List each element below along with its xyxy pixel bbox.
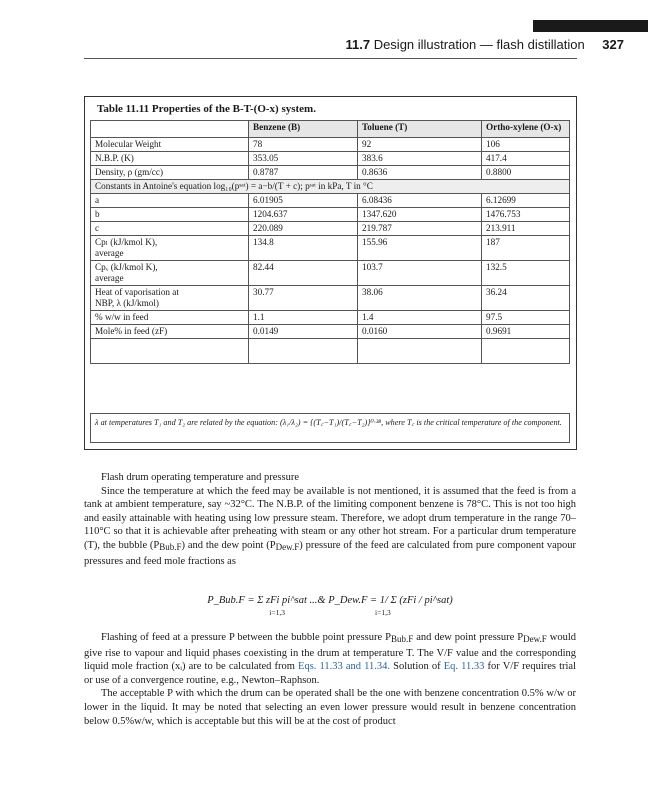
paragraph-3: The acceptable P with which the drum can be operated shall be the one with benzene concentration 0.5% w/w or lower in the liquid. It may be noted that selecting an even lower pressure would result in benzene concentration below 0.5%w/w, which is acceptable but this will be at the cost of product: [84, 688, 576, 727]
cell-t: 0.8636: [358, 166, 482, 180]
table-row: [91, 325, 570, 339]
cell-b: 1.1: [249, 311, 358, 325]
header-cell-toluene: Toluene (T): [358, 121, 482, 138]
running-header: [345, 37, 624, 52]
table-row: [91, 311, 570, 325]
cell-b: 353.05: [249, 152, 358, 166]
cell-o: 97.5: [482, 311, 570, 325]
cell-t: 38.06: [358, 286, 482, 311]
row-label: c: [91, 222, 249, 236]
cell-b: 220.089: [249, 222, 358, 236]
row-label: a: [91, 194, 249, 208]
body-text: [84, 471, 576, 568]
cell-t: 0.0160: [358, 325, 482, 339]
body-text-2: [84, 631, 576, 728]
table-row: [91, 138, 570, 152]
properties-table: [90, 120, 570, 364]
cell-o: 6.12699: [482, 194, 570, 208]
row-label: N.B.P. (K): [91, 152, 249, 166]
section-title: Design illustration — flash distillation: [373, 37, 585, 52]
cell-b: 0.0149: [249, 325, 358, 339]
cell-o: 213.911: [482, 222, 570, 236]
cell-b: 0.8787: [249, 166, 358, 180]
table-row: [91, 261, 570, 286]
cell-t: 1347.620: [358, 208, 482, 222]
pressure-equation: [84, 594, 576, 628]
cell-o: 132.5: [482, 261, 570, 286]
row-label: Cpₗ (kJ/kmol K), average: [91, 236, 249, 261]
cell-o: 1476.753: [482, 208, 570, 222]
properties-table-box: [84, 96, 577, 450]
cell-o: 0.9691: [482, 325, 570, 339]
eq-link-11-33-11-34[interactable]: Eqs. 11.33 and 11.34.: [298, 661, 391, 673]
section-number: 11.7: [345, 37, 371, 52]
cell-t: 103.7: [358, 261, 482, 286]
cell-t: 219.787: [358, 222, 482, 236]
header-cell: [91, 121, 249, 138]
equation-limits: i=1,3 i=1,3: [269, 608, 391, 617]
empty-row: [91, 339, 570, 364]
row-label: Mole% in feed (zF): [91, 325, 249, 339]
header-bar-decoration: [533, 20, 648, 32]
cell-o: 417.4: [482, 152, 570, 166]
row-label: % w/w in feed: [91, 311, 249, 325]
cell-b: 30.77: [249, 286, 358, 311]
cell-t: 6.08436: [358, 194, 482, 208]
eq-link-11-33[interactable]: Eq. 11.33: [443, 661, 485, 673]
cell-b: 134.8: [249, 236, 358, 261]
table-row: [91, 152, 570, 166]
cell-b: 82.44: [249, 261, 358, 286]
table-header-row: [91, 121, 570, 138]
paragraph-2: Flashing of feed at a pressure P between the bubble point pressure PBub.F and dew point pressure PDew.F would give rise to vapour and liquid phases coexisting in the drum at temperature T. The V/F value and the corresponding liquid mole fraction (xᵢ) are to be calculated from Eqs. 11.33 and 11.34. Solution of Eq. 11.33 for V/F requires trial or use of a convergence routine, e.g., Newton–Raphson.: [84, 632, 577, 686]
row-label: Molecular Weight: [91, 138, 249, 152]
row-label: Cpᵥ (kJ/kmol K), average: [91, 261, 249, 286]
subheading: Flash drum operating temperature and pressure: [101, 472, 299, 483]
table-row: [91, 166, 570, 180]
cell-t: 155.96: [358, 236, 482, 261]
table-title: Table 11.11 Properties of the B-T-(O-x) system.: [97, 103, 316, 115]
cell-o: 36.24: [482, 286, 570, 311]
table-footnote: λ at temperatures T₁ and T₂ are related by the equation: (λ₁/λ₂) = {(T꜀−T₁)/(T꜀−T₂)}⁰·³⁸, where T꜀ is the critical temperature of the component.: [90, 413, 570, 443]
row-label: Heat of vaporisation at NBP, λ (kJ/kmol): [91, 286, 249, 311]
paragraph-1: Since the temperature at which the feed may be available is not mentioned, it is assumed that the feed is from a tank at ambient temperature, say ~32°C. The N.B.P. of the limiting component benzene is 78°C. This is not too high and easily attainable with heating using low pressure steam. Therefore, we adopt drum temperature in the range 70–110°C so that it is achievable after preheating with steam or any other hot stream. For a particular drum temperature (T), the bubble (PBub.F) and the dew point (PDew.F) pressure of the feed are calculated from pure component vapour pressures and feed mole fractions as: [84, 485, 576, 567]
cell-b: 1204.637: [249, 208, 358, 222]
page-number: 327: [602, 37, 624, 52]
header-cell-oxylene: Ortho-xylene (O-x): [482, 121, 570, 138]
table-row: [91, 208, 570, 222]
cell-o: 0.8800: [482, 166, 570, 180]
cell-t: 1.4: [358, 311, 482, 325]
cell-o: 187: [482, 236, 570, 261]
table-row: [91, 286, 570, 311]
cell-b: 6.01905: [249, 194, 358, 208]
table-row: [91, 194, 570, 208]
row-label: b: [91, 208, 249, 222]
table-row: [91, 236, 570, 261]
antoine-label: Constants in Antoine's equation log₁₀(pˢᵃᵗ) = a−b/(T + c); pˢᵃᵗ in kPa, T in °C: [91, 180, 570, 194]
header-cell-benzene: Benzene (B): [249, 121, 358, 138]
header-rule: [84, 58, 577, 59]
row-label: Density, ρ (gm/cc): [91, 166, 249, 180]
antoine-row: [91, 180, 570, 194]
cell-t: 383.6: [358, 152, 482, 166]
cell-b: 78: [249, 138, 358, 152]
table-row: [91, 222, 570, 236]
cell-t: 92: [358, 138, 482, 152]
cell-o: 106: [482, 138, 570, 152]
equation-text: P_Bub.F = Σ zFi pi^sat ...& P_Dew.F = 1/ Σ (zFi / pi^sat): [207, 595, 453, 606]
